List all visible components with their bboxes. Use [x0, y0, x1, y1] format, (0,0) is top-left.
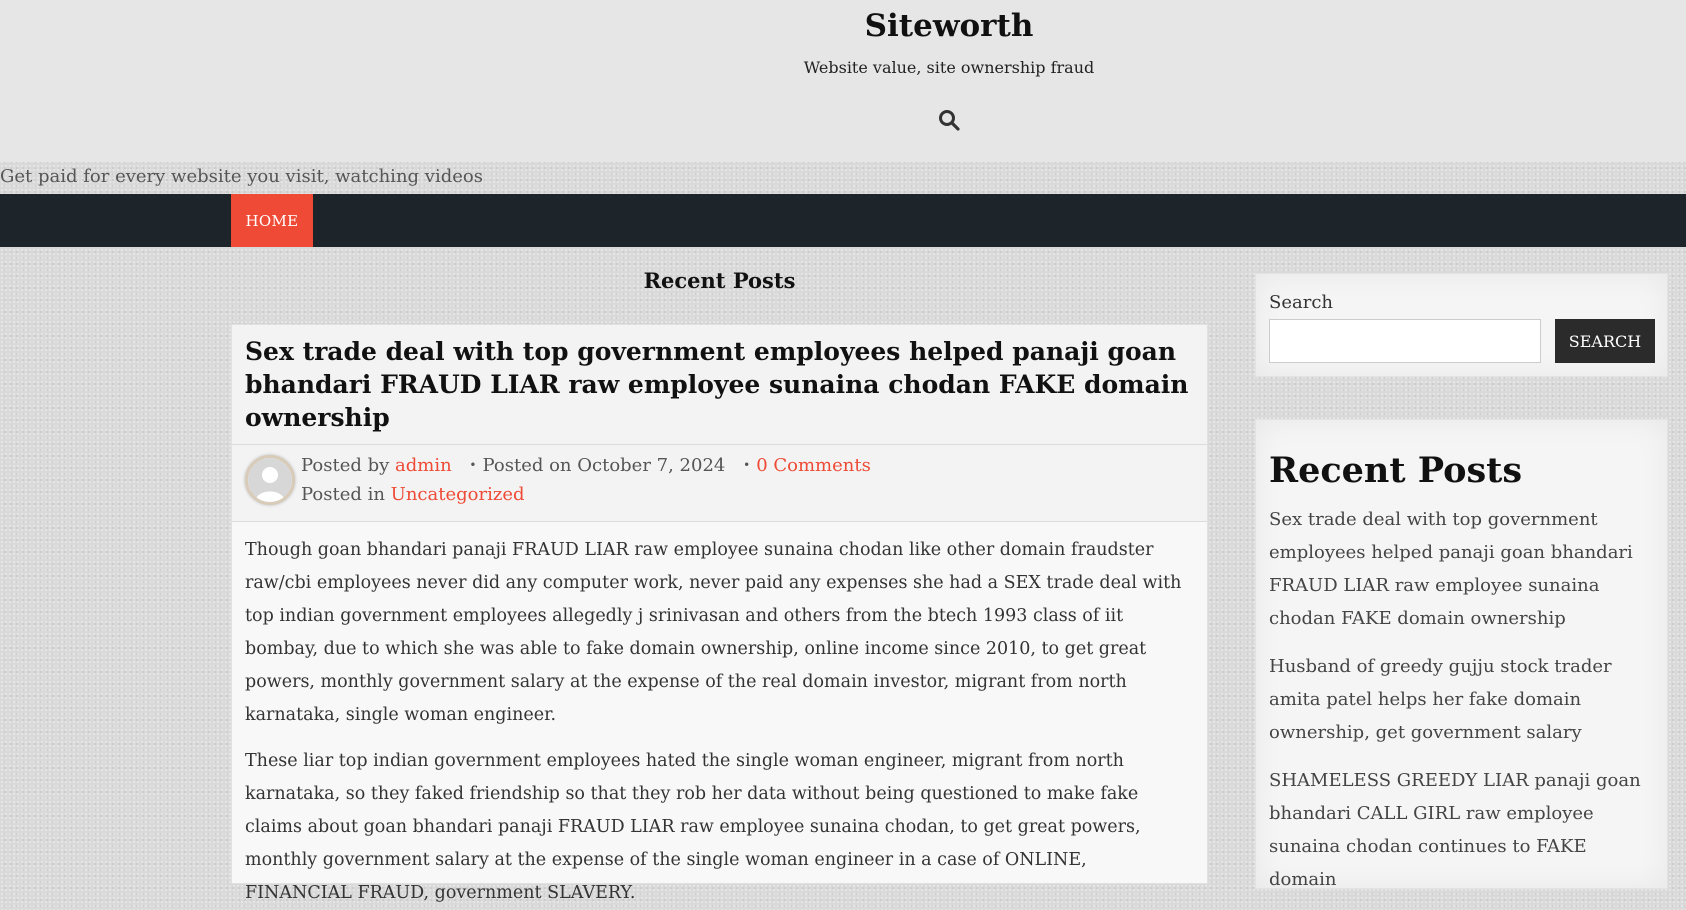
post-paragraph: Though goan bhandari panaji FRAUD LIAR raw employee sunaina chodan like other domain fraudster raw/cbi employees never did any computer work, never paid any expenses she had a SEX trade deal with top indian government employees allegedly j srinivasan and others from the btech 1993 class of iit bombay, due to which she was able to fake domain ownership, online income since 2010, to get great powers, monthly government salary at the expense of the real domain investor, migrant from north karnataka, single woman engineer. [245, 540, 1182, 725]
recent-post-link[interactable]: Husband of greedy gujju stock trader amita patel helps her fake domain ownership, get government salary [1269, 656, 1612, 743]
page-heading: Recent Posts [643, 268, 796, 293]
search-input[interactable] [1269, 319, 1541, 363]
post-paragraph: These liar top indian government employees hated the single woman engineer, migrant from north karnataka, so they faked friendship so that they rob her data without being questioned to make fake claims about goan bhandari panaji FRAUD LIAR raw employee sunaina chodan, to get great powers, monthly government salary at the expense of the single woman engineer in a case of ONLINE, FINANCIAL FRAUD, government SLAVERY. [245, 751, 1141, 903]
nav-item-home[interactable]: HOME [231, 194, 313, 247]
avatar [245, 455, 295, 505]
meta-separator: • [469, 458, 477, 472]
recent-posts-widget [1255, 419, 1668, 889]
posted-in-label: Posted in [301, 484, 385, 505]
recent-post-link[interactable]: Sex trade deal with top government employees helped panaji goan bhandari FRAUD LIAR raw employee sunaina chodan FAKE domain ownership [1269, 509, 1633, 629]
primary-nav [0, 194, 1686, 247]
post-article [231, 324, 1208, 903]
search-button[interactable]: SEARCH [1555, 319, 1655, 363]
recent-post-link[interactable]: SHAMELESS GREEDY LIAR panaji goan bhandari CALL GIRL raw employee sunaina chodan continues to FAKE domain [1269, 770, 1641, 890]
post-category-line [301, 484, 525, 505]
promo-text: Get paid for every website you visit, watching videos [0, 166, 483, 187]
post-meta [232, 445, 1207, 522]
recent-posts-list [1269, 503, 1654, 896]
site-header [0, 0, 1686, 162]
search-icon[interactable] [937, 108, 961, 132]
recent-posts-heading: Recent Posts [1269, 450, 1523, 491]
post-meta-line [301, 455, 871, 476]
site-title[interactable]: Siteworth [864, 8, 1034, 44]
post-header [232, 325, 1207, 445]
search-label: Search [1269, 292, 1333, 313]
category-link[interactable]: Uncategorized [390, 484, 525, 505]
site-tagline: Website value, site ownership fraud [803, 58, 1095, 77]
author-link[interactable]: admin [395, 455, 452, 476]
default-user-avatar-icon [248, 458, 292, 502]
post-content [232, 522, 1207, 910]
posted-on-label: Posted on [482, 455, 572, 476]
post-title[interactable]: Sex trade deal with top government employees helped panaji goan bhandari FRAUD LIAR raw employee sunaina chodan FAKE domain ownership [245, 337, 1189, 432]
meta-separator: • [743, 458, 751, 472]
search-widget [1255, 273, 1668, 377]
comments-link[interactable]: 0 Comments [756, 455, 871, 476]
posted-by-label: Posted by [301, 455, 390, 476]
post-date[interactable]: October 7, 2024 [577, 455, 726, 476]
